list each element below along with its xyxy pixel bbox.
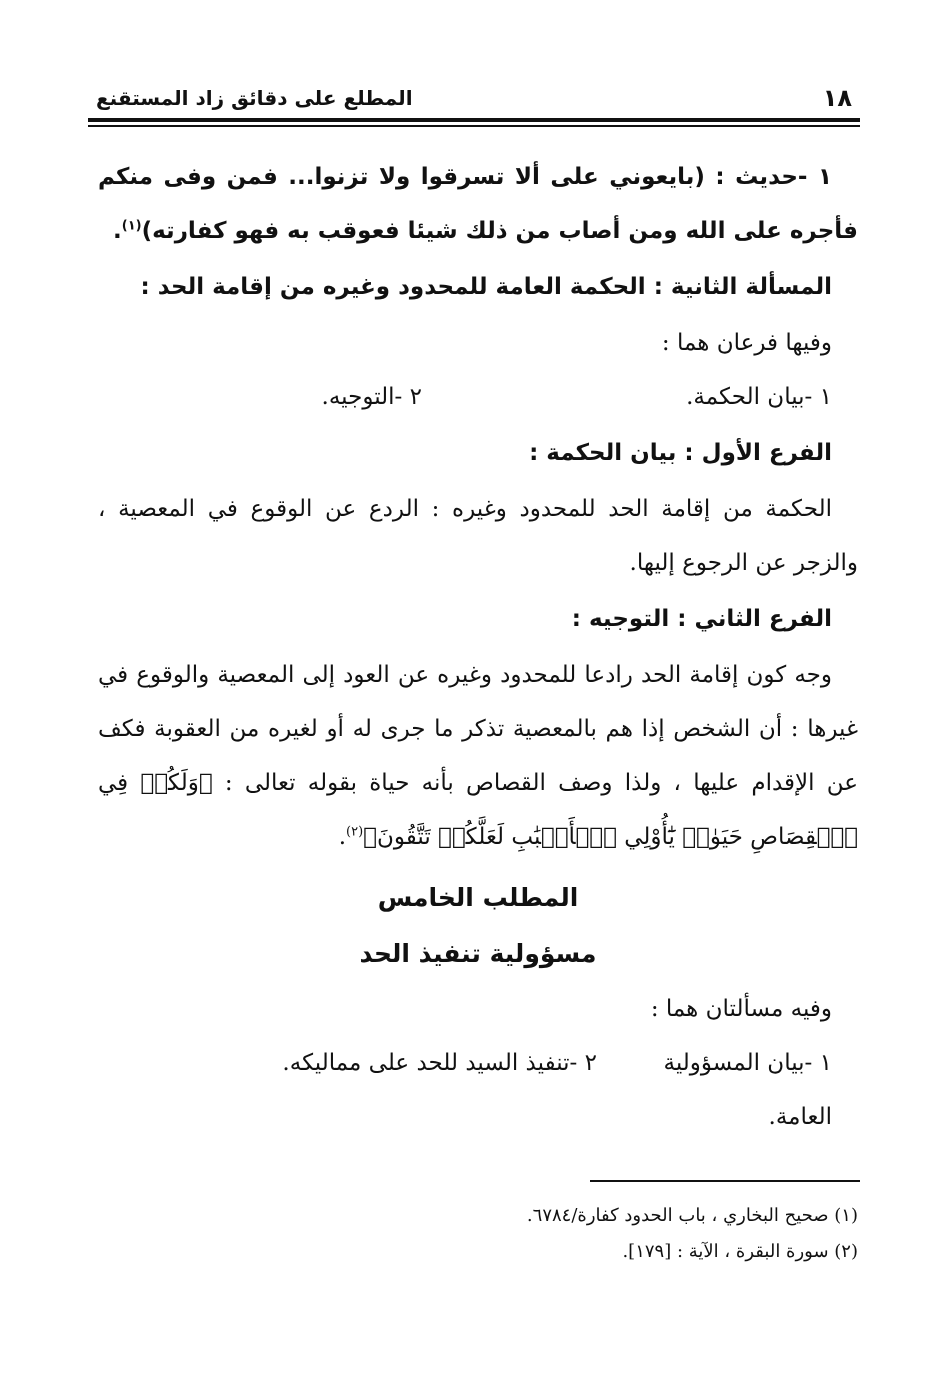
page-number: ١٨ bbox=[822, 84, 852, 112]
issues-intro: وفيه مسألتان هما : bbox=[650, 996, 832, 1022]
header-rule-thin bbox=[88, 125, 860, 127]
branch1-text: الحكمة من إقامة الحد للمحدود وغيره : الردع عن الوقوع في المعصية ، والزجر عن الرجوع إليها. bbox=[98, 496, 858, 576]
footnote-separator bbox=[590, 1180, 860, 1182]
masala2-heading: المسألة الثانية : الحكمة العامة للمحدود وغيره من إقامة الحد : bbox=[140, 274, 832, 300]
hadith-text: ١ -حديث : (بايعوني على ألا تسرقوا ولا تزنوا... فمن وفى منكم فأجره على الله ومن أصاب من ذلك شيئا فعوقب به فهو كفارته) bbox=[98, 164, 858, 244]
section-title: المطلب الخامس bbox=[377, 883, 579, 912]
branches-intro: وفيها فرعان هما : bbox=[661, 330, 832, 356]
branches-list bbox=[98, 370, 858, 424]
footnote-2: (٢) سورة البقرة ، الآية : [١٧٩]. bbox=[622, 1241, 858, 1262]
header-rule-thick bbox=[88, 118, 860, 122]
footnotes bbox=[98, 1198, 858, 1270]
footnote-ref-2[interactable]: (٢) bbox=[346, 824, 364, 840]
issue-item-2: ٢ -تنفيذ السيد للحد على مماليكه. bbox=[282, 1050, 597, 1076]
hadith-paragraph bbox=[98, 150, 858, 258]
branch-item-2: ٢ -التوجيه. bbox=[321, 384, 422, 410]
branch2-heading: الفرع الثاني : التوجيه : bbox=[571, 606, 832, 632]
branch2-paragraph bbox=[98, 648, 858, 864]
branch2-end: . bbox=[338, 824, 347, 850]
footnote-ref-1[interactable]: (١) bbox=[121, 218, 142, 234]
section-subtitle: مسؤولية تنفيذ الحد bbox=[359, 939, 597, 968]
footnote-1: (١) صحيح البخاري ، باب الحدود كفارة/٦٧٨٤. bbox=[526, 1205, 858, 1226]
issue-item-1: ١ -بيان المسؤولية العامة. bbox=[663, 1050, 832, 1130]
page-header bbox=[88, 80, 860, 116]
branch2-text: وجه كون إقامة الحد رادعا للمحدود وغيره عن العود إلى المعصية والوقوع في غيرها : أن الشخص إذا هم بالمعصية تذكر ما جرى له أو لغيره من العقوبة فكف عن الإقدام عليها ، ولذا وصف القصاص بأنه حياة بقوله تعالى : ﴿وَلَكُمۡ فِي ٱلۡقِصَاصِ حَيَوٰةٞ يَٰٓأُوْلِي ٱلۡأَلۡبَٰبِ لَعَلَّكُمۡ تَتَّقُونَ﴾ bbox=[98, 662, 858, 850]
issues-list bbox=[98, 1036, 858, 1144]
branch1-heading: الفرع الأول : بيان الحكمة : bbox=[529, 440, 832, 466]
hadith-end: . bbox=[113, 218, 122, 244]
branch-item-1: ١ -بيان الحكمة. bbox=[686, 384, 832, 410]
running-title: المطلع على دقائق زاد المستقنع bbox=[96, 86, 413, 110]
page-content bbox=[98, 150, 858, 1144]
